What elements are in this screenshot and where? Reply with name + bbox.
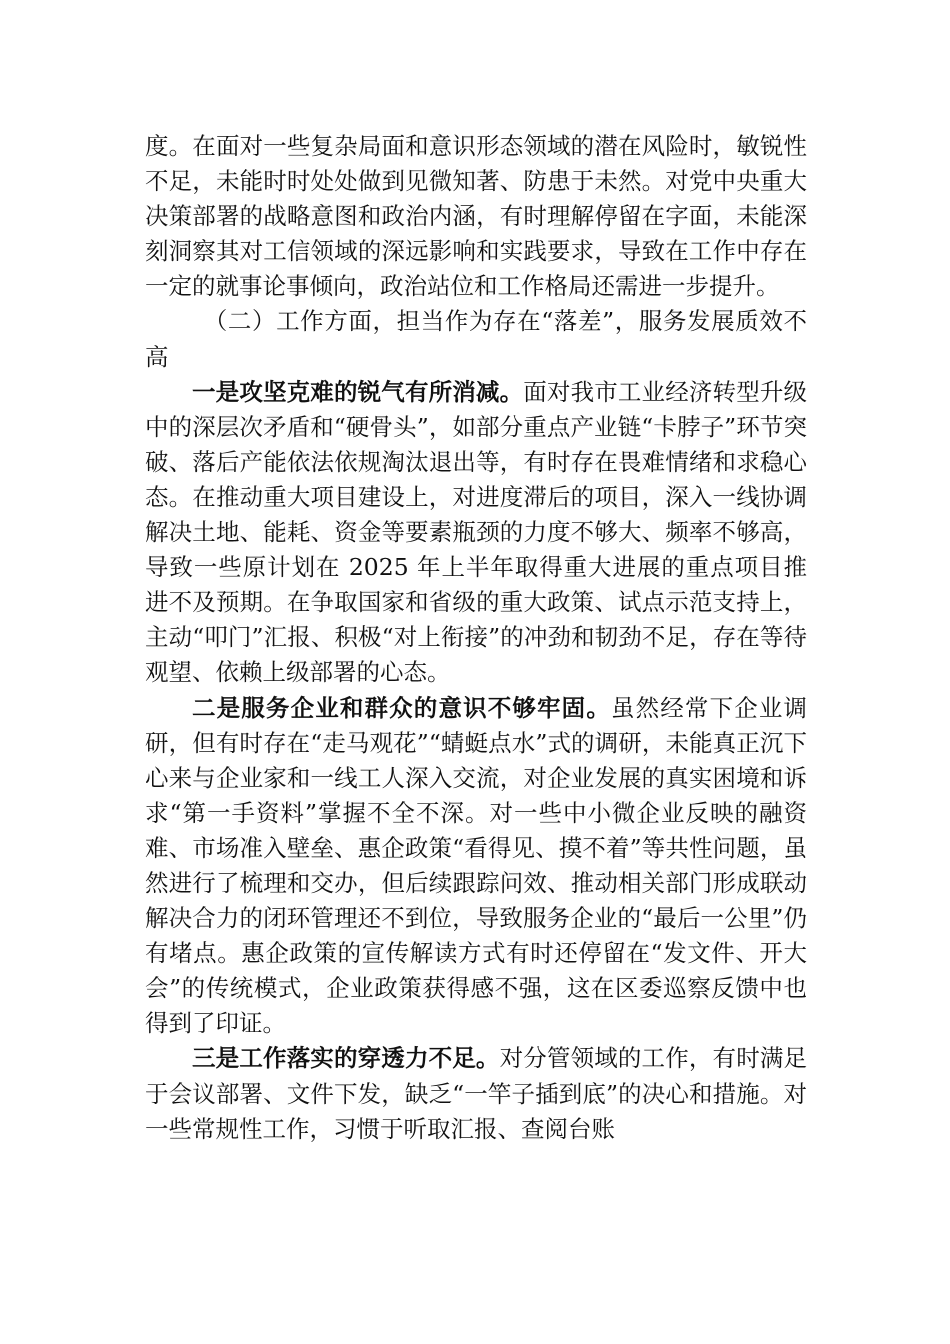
point-3-body: 对分管领域的工作，有时满足于会议部署、文件下发，缺乏“一竿子插到底”的决心和措施。对一些常规性工作，习惯于听取汇报、查阅台账 xyxy=(145,1044,808,1143)
section-heading-work: （二）工作方面，担当作为存在“落差”，服务发展质效不高 xyxy=(145,307,807,371)
point-3-lead: 三是工作落实的穿透力不足。 xyxy=(192,1044,500,1073)
document-page xyxy=(145,129,807,1147)
paragraph-point-2 xyxy=(145,691,807,1042)
point-2-lead: 二是服务企业和群众的意识不够牢固。 xyxy=(192,693,611,722)
point-1-body: 面对我市工业经济转型升级中的深层次矛盾和“硬骨头”，如部分重点产业链“卡脖子”环节突破、落后产能依法依规淘汰退出等，有时存在畏难情绪和求稳心态。在推动重大项目建设上，对进度滞后的项目，深入一线协调解决土地、能耗、资金等要素瓶颈的力度不够大、频率不够高，导致一些原计划在 2025 年上半年取得重大进展的重点项目推进不及预期。在争取国家和省级的重大政策、试点示范支持上，主动“叩门”汇报、积极“对上衔接”的冲劲和韧劲不足，存在等待观望、依赖上级部署的心态。 xyxy=(145,377,808,687)
paragraph-point-1 xyxy=(145,375,807,691)
paragraph-continuation: 度。在面对一些复杂局面和意识形态领域的潜在风险时，敏锐性不足，未能时时处处做到见微知著、防患于未然。对党中央重大决策部署的战略意图和政治内涵，有时理解停留在字面，未能深刻洞察其对工信领域的深远影响和实践要求，导致在工作中存在一定的就事论事倾向，政治站位和工作格局还需进一步提升。 xyxy=(145,132,807,301)
point-2-body: 虽然经常下企业调研，但有时存在“走马观花”“蜻蜓点水”式的调研，未能真正沉下心来与企业家和一线工人深入交流，对企业发展的真实困境和诉求“第一手资料”掌握不全不深。对一些中小微企业反映的融资难、市场准入壁垒、惠企政策“看得见、摸不着”等共性问题，虽然进行了梳理和交办，但后续跟踪问效、推动相关部门形成联动解决合力的闭环管理还不到位，导致服务企业的“最后一公里”仍有堵点。惠企政策的宣传解读方式有时还停留在“发文件、开大会”的传统模式，企业政策获得感不强，这在区委巡察反馈中也得到了印证。 xyxy=(145,693,808,1038)
paragraph-point-3 xyxy=(145,1041,807,1146)
point-1-lead: 一是攻坚克难的锐气有所消减。 xyxy=(192,377,524,406)
